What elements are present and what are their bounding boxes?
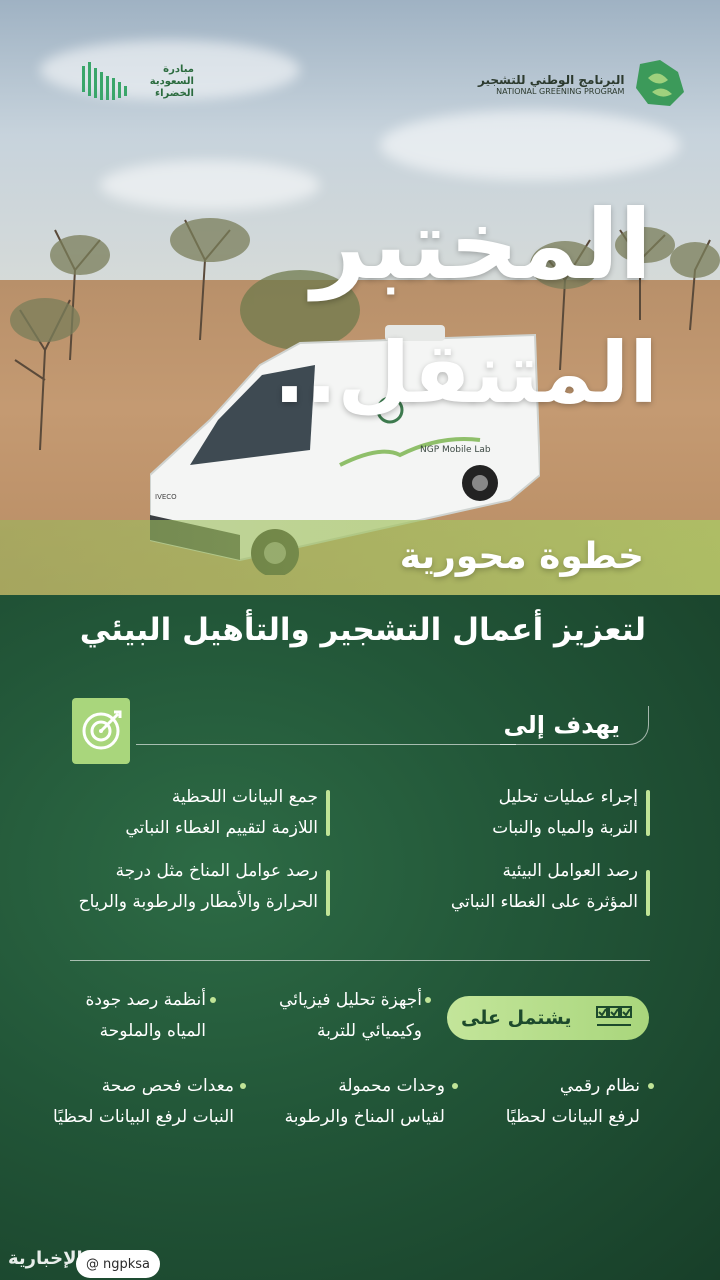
- cloud: [380, 110, 680, 180]
- social-handle: ngpksa: [103, 1256, 151, 1272]
- bullet-dot: [240, 1083, 246, 1089]
- aims-item-4: رصد عوامل المناخ مثل درجة الحرارة والأمطار والرطوبة والرياح: [78, 861, 318, 912]
- saudi-map-leaf-icon: [630, 58, 686, 110]
- at-icon: @: [86, 1256, 99, 1272]
- aims-item-1: إجراء عمليات تحليل التربة والمياه والنبات: [492, 787, 638, 838]
- includes-item-4: وحدات محمولة لقياس المناخ والرطوبة: [284, 1076, 445, 1127]
- bullet-dot: [648, 1083, 654, 1089]
- van-brand: IVECO: [155, 493, 177, 501]
- aims-bar: [326, 790, 330, 836]
- aims-bar: [646, 870, 650, 916]
- bullet-dot: [425, 997, 431, 1003]
- hero-title-line2: المتنقل..: [273, 324, 658, 422]
- includes-heading-pill: [447, 996, 649, 1040]
- bullet-dot: [452, 1083, 458, 1089]
- van-label: NGP Mobile Lab: [420, 445, 491, 455]
- aims-bar: [646, 790, 650, 836]
- right-logo-arabic: البرنامج الوطني للتشجير: [478, 72, 625, 87]
- bullet-dot: [210, 997, 216, 1003]
- includes-item-2: أنظمة رصد جودة المياه والملوحة: [85, 990, 206, 1041]
- includes-item-3: نظام رقمي لرفع البيانات لحظيًا: [505, 1076, 640, 1127]
- saudi-green-initiative-logo: [78, 58, 194, 106]
- aims-rule: [136, 744, 516, 745]
- aims-item-3: رصد العوامل البيئية المؤثرة على الغطاء النباتي: [450, 861, 638, 912]
- national-greening-program-logo: [478, 58, 686, 110]
- subtitle: لتعزيز أعمال التشجير والتأهيل البيئي: [79, 612, 646, 648]
- section-divider: [70, 960, 650, 961]
- hero-title-line1: المختبر: [311, 189, 652, 301]
- includes-item-1: أجهزة تحليل فيزيائي وكيميائي للتربة: [279, 990, 422, 1041]
- aims-heading: يهدف إلى: [503, 711, 620, 739]
- aims-bar: [326, 870, 330, 916]
- social-handle-pill[interactable]: [76, 1250, 160, 1278]
- target-icon: [72, 698, 130, 764]
- channel-watermark: الإخبارية: [8, 1248, 83, 1269]
- checklist-icon: [595, 1003, 635, 1033]
- aims-item-2: جمع البيانات اللحظية اللازمة لتقييم الغطاء النباتي: [125, 787, 318, 838]
- tagline: خطوة محورية: [399, 536, 644, 577]
- green-map-icon: [78, 58, 134, 106]
- includes-heading: يشتمل على: [461, 1007, 572, 1029]
- includes-item-5: معدات فحص صحة النبات لرفع البيانات لحظيًا: [53, 1076, 234, 1127]
- left-logo-text: مبادرة السعودية الخضراء: [149, 64, 194, 99]
- right-logo-english: NATIONAL GREENING PROGRAM: [496, 86, 625, 96]
